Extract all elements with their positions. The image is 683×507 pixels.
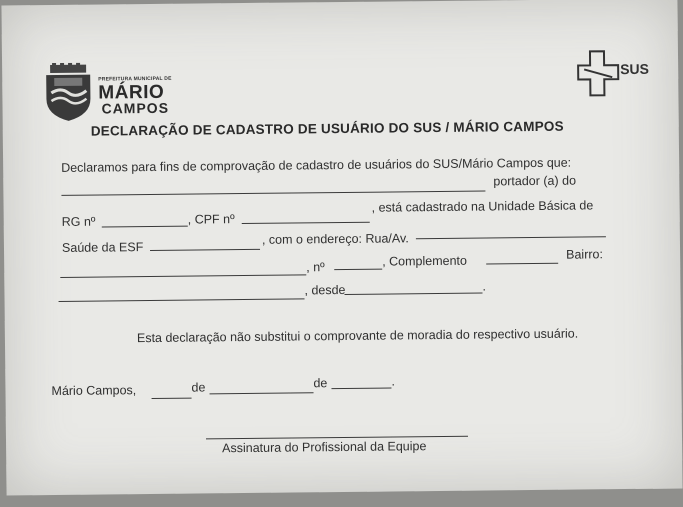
cpf-blank bbox=[242, 222, 370, 224]
cpf-label: , CPF nº bbox=[187, 212, 235, 227]
street-blank bbox=[60, 274, 306, 278]
bairro-label: Bairro: bbox=[566, 247, 603, 262]
signature-line bbox=[206, 436, 468, 440]
name-blank bbox=[61, 190, 485, 195]
saude-esf-label: Saúde da ESF bbox=[61, 240, 144, 255]
cadastrado-text: , está cadastrado na Unidade Básica de bbox=[371, 198, 594, 215]
date-end: . bbox=[391, 374, 395, 389]
day-blank bbox=[152, 398, 192, 399]
sus-logo-text: SUS bbox=[620, 60, 650, 78]
complemento-label: , Complemento bbox=[382, 253, 467, 269]
date-city: Mário Campos, bbox=[51, 383, 137, 399]
numero-blank bbox=[334, 269, 382, 271]
year-blank bbox=[331, 387, 391, 389]
date-de-2: de bbox=[313, 376, 328, 391]
intro-text: Declaramos para fins de comprovação de cadastro de usuários do SUS/Mário Campos que: bbox=[61, 155, 572, 175]
rg-blank bbox=[102, 226, 188, 228]
rg-label: RG nº bbox=[61, 214, 96, 229]
page-title: DECLARAÇÃO DE CADASTRO DE USUÁRIO DO SUS / MÁRIO CAMPOS bbox=[90, 118, 564, 139]
numero-label: , nº bbox=[306, 260, 325, 275]
municipal-coat-of-arms-icon bbox=[42, 63, 95, 124]
city-name-line2: CAMPOS bbox=[101, 99, 170, 117]
document-page bbox=[1, 0, 682, 496]
disclaimer-text: Esta declaração não substitui o comprovante de moradia do respectivo usuário. bbox=[136, 326, 579, 346]
complemento-blank bbox=[486, 263, 558, 265]
signature-label: Assinatura do Profissional da Equipe bbox=[222, 439, 427, 456]
endereco-label: , com o endereço: Rua/Av. bbox=[261, 231, 409, 247]
desde-label: , desde bbox=[304, 282, 346, 298]
city-name-line1: MÁRIO bbox=[98, 81, 165, 104]
esf-blank bbox=[150, 249, 260, 251]
endereco-blank bbox=[416, 236, 606, 239]
desde-blank bbox=[344, 293, 482, 295]
month-blank bbox=[210, 392, 314, 394]
bairro-blank bbox=[59, 298, 305, 302]
sus-cross-icon bbox=[576, 49, 621, 97]
prefeitura-label: PREFEITURA MUNICIPAL DE bbox=[98, 75, 172, 83]
desde-end: . bbox=[482, 279, 486, 294]
portador-text: portador (a) do bbox=[493, 173, 577, 189]
date-de-1: de bbox=[191, 380, 206, 395]
